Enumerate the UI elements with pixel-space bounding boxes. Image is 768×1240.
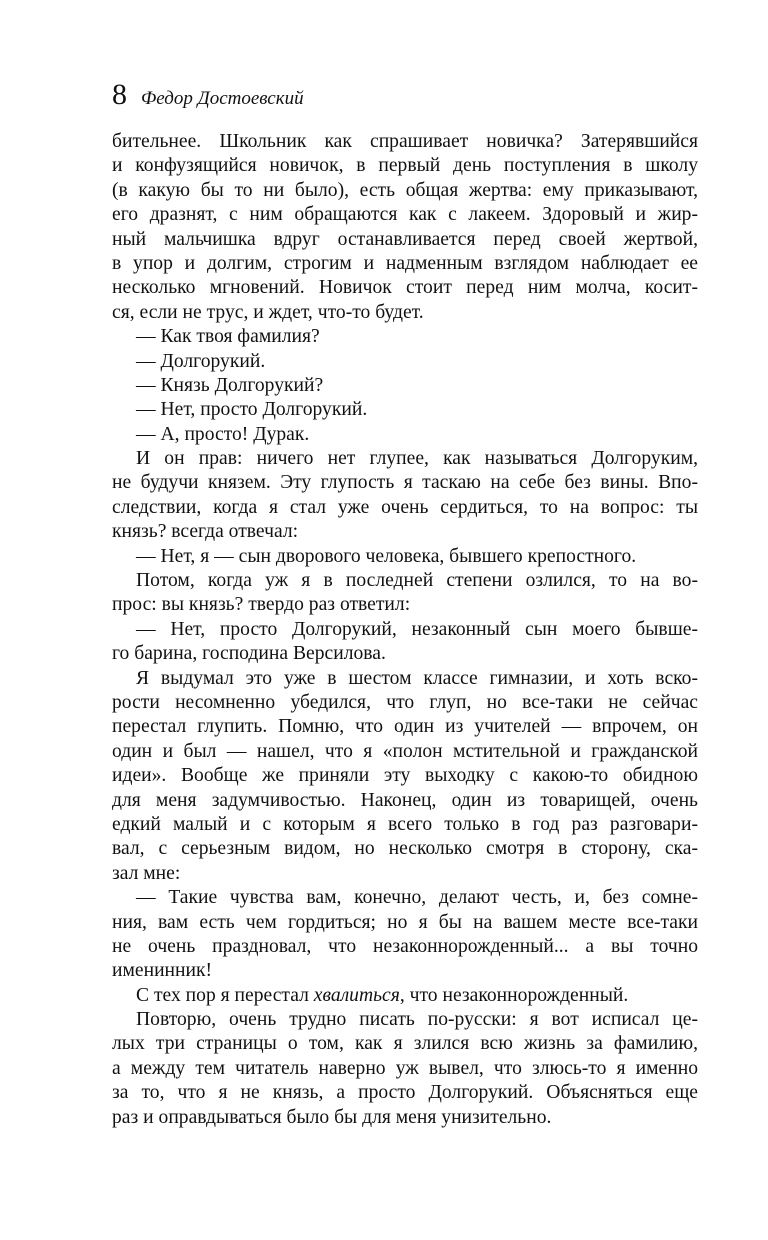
text-segment: С тех пор я перестал [136, 984, 314, 1006]
dialogue-line: — Князь Долгорукий? [136, 374, 324, 396]
text-line: (в какую бы то ни было), есть общая жертва: ему приказывают, [112, 179, 698, 201]
dialogue-line: — Нет, просто Долгорукий. [136, 399, 368, 421]
text-line: следствии, когда я стал уже очень сердиться, то на вопрос: ты [112, 496, 698, 518]
paragraph-start-line: И он прав: ничего нет глупее, как называться Долгоруким, [136, 448, 698, 470]
dialogue-line: — Как твоя фамилия? [136, 326, 320, 348]
text-line: его дразнят, с ним обращаются как с лакеем. Здоровый и жир- [112, 204, 698, 226]
dialogue-line: — Долгорукий. [136, 350, 266, 372]
text-line: идеи». Вообще же приняли эту выходку с какою-то обидною [112, 765, 698, 787]
text-line: в упор и долгим, строгим и надменным взглядом наблюдает ее [112, 252, 698, 274]
text-line: для меня задумчивостью. Наконец, один из товарищей, очень [112, 789, 698, 811]
text-line: прос: вы князь? твердо раз ответил: [112, 594, 411, 616]
body-text [112, 130, 698, 1130]
text-line: ния, вам есть чем гордиться; но я бы на вашем месте все-таки [112, 911, 698, 933]
page-header [112, 80, 304, 110]
text-line: раз и оправдываться было бы для меня унизительно. [112, 1106, 552, 1128]
text-line: князь? всегда отвечал: [112, 521, 299, 543]
text-line: один и был — нашел, что я «полон мстительной и гражданской [112, 740, 698, 762]
italic-emphasis: хвалиться [313, 984, 400, 1006]
text-line: ный мальчишка вдруг останавливается перед своей жертвой, [112, 228, 698, 250]
text-line: ся, если не трус, и ждет, что-то будет. [112, 301, 424, 323]
text-segment: , что незаконнорожденный. [399, 984, 629, 1006]
paragraph-start-line: Потом, когда уж я в последней степени озлился, то на во- [136, 570, 698, 592]
text-line: не очень праздновал, что незаконнорожденный... а вы точно [112, 935, 698, 957]
text-line: а между тем читатель наверно уж вывел, что злюсь-то я именно [112, 1057, 698, 1079]
page-number: 8 [112, 78, 127, 111]
dialogue-line: — А, просто! Дурак. [136, 423, 310, 445]
text-line: именинник! [112, 960, 213, 982]
text-line: рости несомненно убедился, что глуп, но все-таки не сейчас [112, 691, 698, 713]
paragraph-start-line [112, 984, 698, 1008]
running-title: Федор Достоевский [141, 88, 304, 109]
text-line: зал мне: [112, 862, 181, 884]
dialogue-line: — Нет, я — сын дворового человека, бывшего крепостного. [136, 545, 637, 567]
text-line: не будучи князем. Эту глупость я таскаю на себе без вины. Впо- [112, 472, 698, 494]
dialogue-line: — Нет, просто Долгорукий, незаконный сын моего бывше- [136, 618, 698, 640]
text-line: и конфузящийся новичок, в первый день поступления в школу [112, 155, 698, 177]
paragraph-start-line: Повторю, очень трудно писать по-русски: я вот исписал це- [136, 1009, 698, 1031]
text-line: перестал глупить. Помню, что один из учителей — впрочем, он [112, 716, 698, 738]
text-line: лых три страницы о том, как я злился всю жизнь за фамилию, [112, 1033, 698, 1055]
text-line: вал, с серьезным видом, но несколько смотря в сторону, ска- [112, 838, 698, 860]
paragraph-start-line: Я выдумал это уже в шестом классе гимназии, и хоть вско- [136, 667, 698, 689]
text-line: бительнее. Школьник как спрашивает новичка? Затерявшийся [112, 131, 698, 152]
text-line: несколько мгновений. Новичок стоит перед ним молча, косит- [112, 277, 698, 299]
text-line: го барина, господина Версилова. [112, 643, 386, 665]
text-line: едкий малый и с которым я всего только в год раз разговари- [112, 813, 698, 835]
text-line: за то, что я не князь, а просто Долгорукий. Объясняться еще [112, 1082, 698, 1104]
dialogue-line: — Такие чувства вам, конечно, делают честь, и, без сомне- [136, 887, 698, 909]
